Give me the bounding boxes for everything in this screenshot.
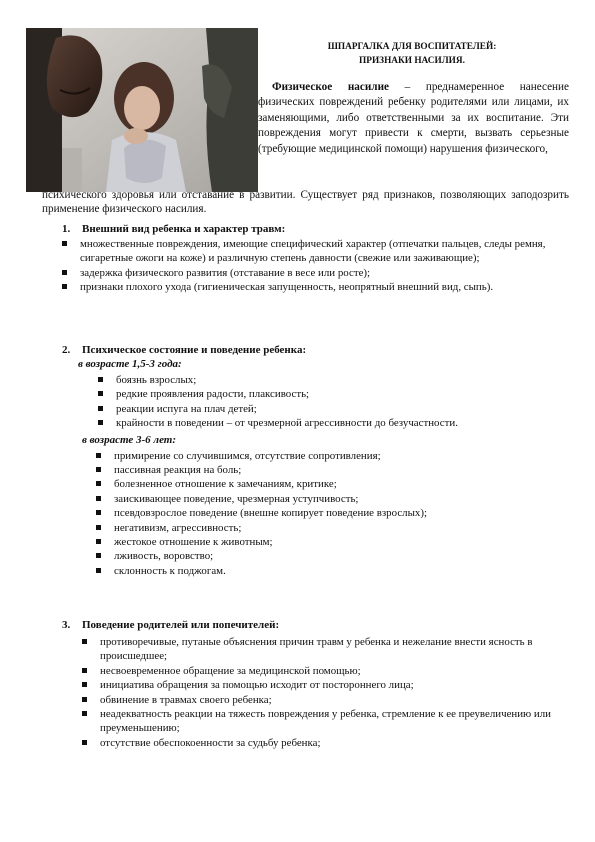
section-3: [62, 618, 568, 750]
intro-continuation: психического здоровья или отставание в развитии. Существует ряд признаков, позволяющих заподозрить применение физического насилия.: [42, 189, 569, 216]
list-item: реакции испуга на плач детей;: [94, 402, 568, 416]
page-title: [262, 40, 562, 68]
bullet-icon: [96, 453, 101, 458]
list-item: заискивающее поведение, чрезмерная уступчивость;: [92, 492, 568, 506]
section-3-heading: [62, 618, 568, 632]
list-item: жестокое отношение к животным;: [92, 535, 568, 549]
list-item: примирение со случившимся, отсутствие сопротивления;: [92, 449, 568, 463]
intro-text: – преднамеренное нанесение физических повреждений ребенку родителями или лицами, их заменяющими, либо ответственными за их воспитание. Эти повреждения могут привести к смерти, вызвать серьезные (требующие медицинской помощи) нарушения физического,: [258, 81, 569, 155]
illustration-photo: [26, 28, 258, 192]
bullet-icon: [98, 420, 103, 425]
bullet-icon: [96, 568, 101, 573]
section-1-title: Внешний вид ребенка и характер травм:: [82, 223, 286, 235]
age-group-2-list: [92, 449, 568, 579]
age-group-1: в возрасте 1,5-3 года:: [78, 358, 182, 370]
list-item: лживость, воровство;: [92, 549, 568, 563]
list-item: признаки плохого ухода (гигиеническая запущенность, неопрятный внешний вид, сыпь).: [58, 280, 568, 294]
bullet-icon: [82, 668, 87, 673]
list-item: неадекватность реакции на тяжесть повреждения у ребенка, стремление к ее преувеличению или преуменьшению;: [78, 707, 568, 736]
list-item: множественные повреждения, имеющие специфический характер (отпечатки пальцев, следы ремня, сигаретные ожоги на коже) и различную степень давности (свежие или заживающие);: [58, 237, 568, 266]
bullet-icon: [82, 682, 87, 687]
list-item: псевдовзрослое поведение (внешне копирует поведение взрослых);: [92, 506, 568, 520]
bullet-icon: [96, 467, 101, 472]
intro-paragraph: [258, 80, 569, 157]
section-3-number: 3.: [62, 619, 71, 631]
bullet-icon: [96, 496, 101, 501]
bullet-icon: [62, 284, 67, 289]
list-item: задержка физического развития (отставание в весе или росте);: [58, 266, 568, 280]
section-2-title: Психическое состояние и поведение ребенка:: [82, 344, 307, 356]
bullet-icon: [62, 241, 67, 246]
section-1-number: 1.: [62, 223, 71, 235]
bullet-icon: [96, 553, 101, 558]
list-item: пассивная реакция на боль;: [92, 463, 568, 477]
list-item: негативизм, агрессивность;: [92, 521, 568, 535]
bullet-icon: [96, 481, 101, 486]
bullet-icon: [98, 406, 103, 411]
title-line-1: ШПАРГАЛКА ДЛЯ ВОСПИТАТЕЛЕЙ:: [327, 42, 497, 52]
section-1: [62, 222, 568, 295]
age-group-2: в возрасте 3-6 лет:: [82, 433, 177, 446]
section-3-title: Поведение родителей или попечителей:: [82, 619, 280, 631]
bullet-icon: [98, 377, 103, 382]
section-2: [62, 343, 568, 578]
photo-child-and-fist: [26, 28, 258, 192]
section-1-heading: [62, 222, 568, 236]
list-item: редкие проявления радости, плаксивость;: [94, 387, 568, 401]
section-3-list: [78, 635, 568, 750]
list-item: крайности в поведении – от чрезмерной агрессивности до безучастности.: [94, 416, 568, 430]
bullet-icon: [82, 697, 87, 702]
section-1-list: [58, 237, 568, 295]
list-item: боязнь взрослых;: [94, 373, 568, 387]
list-item: склонность к поджогам.: [92, 564, 568, 578]
bullet-icon: [82, 711, 87, 716]
bullet-icon: [96, 510, 101, 515]
age-group-1-list: [94, 373, 568, 431]
list-item: инициатива обращения за помощью исходит от постороннего лица;: [78, 678, 568, 692]
intro-lead: Физическое насилие: [272, 81, 389, 93]
list-item: отсутствие обеспокоенности за судьбу ребенка;: [78, 736, 568, 750]
bullet-icon: [96, 525, 101, 530]
title-line-2: ПРИЗНАКИ НАСИЛИЯ.: [359, 56, 465, 66]
list-item: несвоевременное обращение за медицинской помощью;: [78, 664, 568, 678]
bullet-icon: [96, 539, 101, 544]
bullet-icon: [82, 740, 87, 745]
bullet-icon: [98, 391, 103, 396]
list-item: болезненное отношение к замечаниям, критике;: [92, 477, 568, 491]
section-2-heading: [62, 343, 568, 357]
bullet-icon: [82, 639, 87, 644]
list-item: противоречивые, путаные объяснения причин травм у ребенка и нежелание внести ясность в происшедшее;: [78, 635, 568, 664]
section-2-number: 2.: [62, 344, 71, 356]
bullet-icon: [62, 270, 67, 275]
list-item: обвинение в травмах своего ребенка;: [78, 693, 568, 707]
